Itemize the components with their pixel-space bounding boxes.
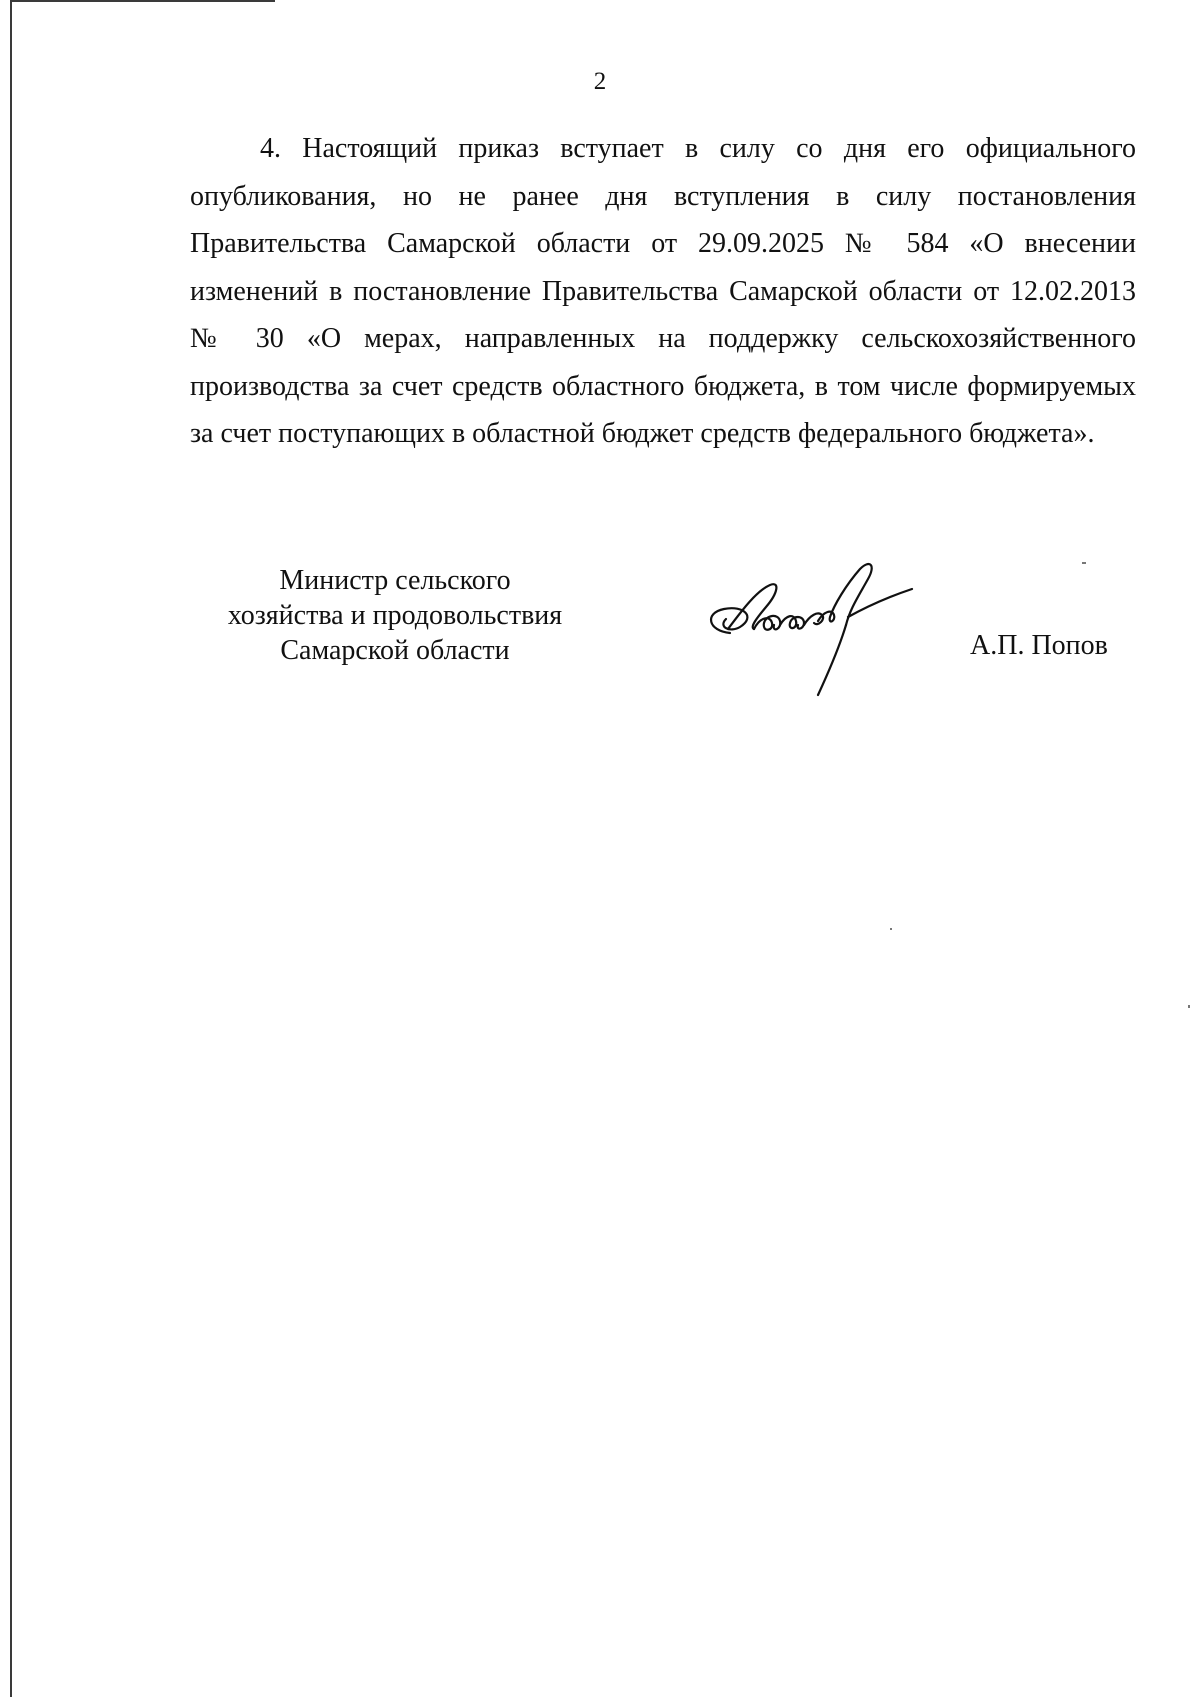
handwritten-signature bbox=[700, 555, 930, 705]
clause-4-paragraph: 4. Настоящий приказ вступает в силу со дня его официального опубликования, но не ранее дня вступления в силу постановления Правительства Самарской области от 29.09.2025 № 584 «О внесении изменений в постановление Правительства Самарской области от 12.02.2013 № 30 «О мерах, направленных на поддержку сельскохозяйственного производства за счет средств областного бюджета, в том числе формируемых за счет поступающих в областной бюджет средств федерального бюджета». bbox=[190, 133, 1136, 449]
position-line: хозяйства и продовольствия bbox=[227, 600, 563, 631]
signatory-position bbox=[200, 563, 590, 668]
signatory-name: А.П. Попов bbox=[970, 630, 1108, 661]
position-line: Самарской области bbox=[280, 635, 510, 666]
scan-speck bbox=[1188, 1005, 1190, 1008]
scan-edge-left bbox=[10, 0, 12, 1697]
scan-edge-top bbox=[10, 0, 275, 2]
page-number: 2 bbox=[593, 68, 607, 95]
position-line: Министр сельского bbox=[279, 565, 511, 596]
scan-speck bbox=[890, 928, 892, 930]
scan-speck bbox=[1082, 562, 1086, 564]
